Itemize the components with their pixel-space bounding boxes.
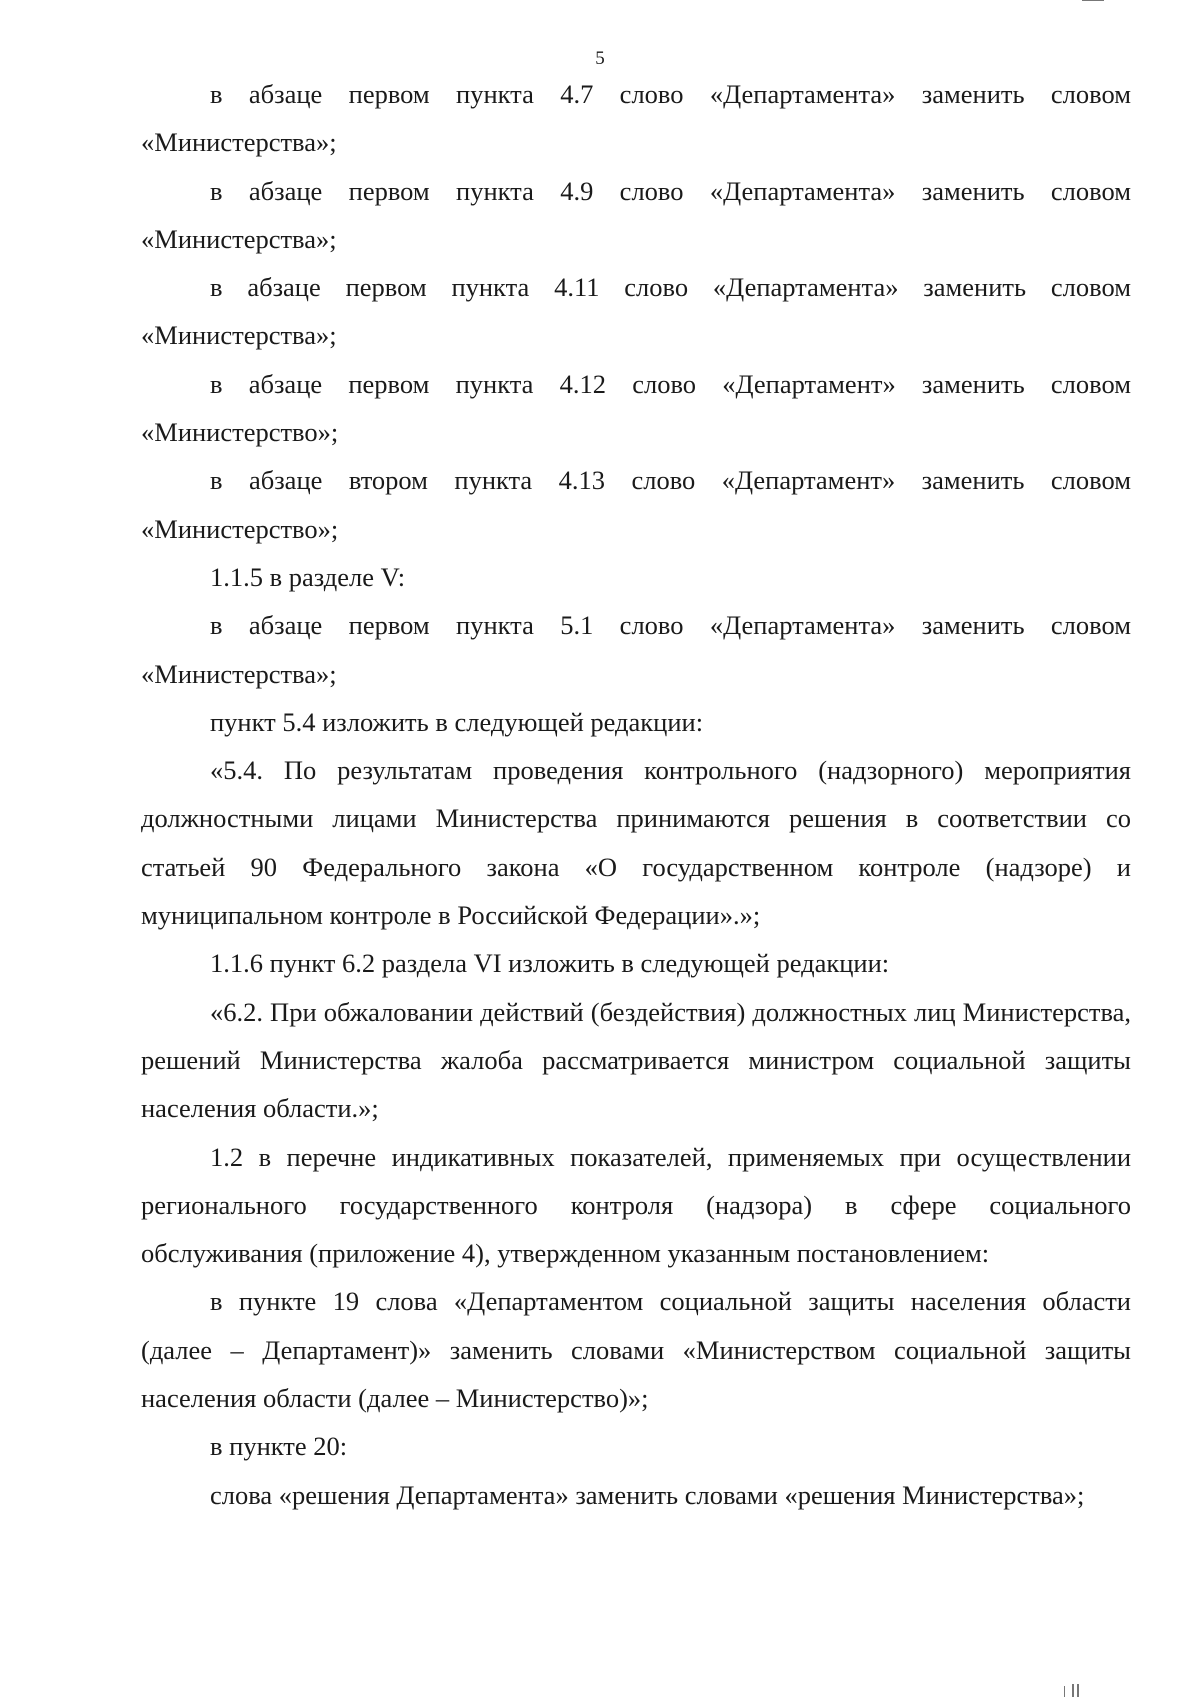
paragraph-item-19: в пункте 19 слова «Департаментом социальной защиты населения области (далее – Департамент)» заменить словами «Министерством социальной защиты населения области (далее – Министерство)»; (141, 1286, 1131, 1414)
page-number: 5 (595, 48, 605, 69)
paragraph-5-4-text: «5.4. По результатам проведения контрольного (надзорного) мероприятия должностными лицами Министерства принимаются решения в соответствии со статьей 90 Федерального закона «О государственном контроле (надзоре) и муниципальном контроле в Российской Федерации».»; (141, 755, 1131, 931)
paragraph-item-20-words: слова «решения Департамента» заменить словами «решения Министерства»; (210, 1479, 1085, 1510)
paragraph-4-12: в абзаце первом пункта 4.12 слово «Департамент» заменить словом «Министерство»; (141, 368, 1131, 448)
paragraph-4-13: в абзаце втором пункта 4.13 слово «Департамент» заменить словом «Министерство»; (141, 465, 1131, 544)
paragraph-6-2-text: «6.2. При обжаловании действий (бездействия) должностных лиц Министерства, решений Министерства жалоба рассматривается министром социальной защиты населения области.»; (141, 996, 1131, 1124)
paragraph-4-9: в абзаце первом пункта 4.9 слово «Департамента» заменить словом «Министерства»; (141, 175, 1131, 254)
scan-mark-bottom-right (1064, 1686, 1065, 1697)
paragraph-4-11: в абзаце первом пункта 4.11 слово «Департамента» заменить словом «Министерства»; (141, 272, 1131, 351)
paragraph-1-2: 1.2 в перечне индикативных показателей, применяемых при осуществлении регионального государственного контроля (надзора) в сфере социального обслуживания (приложение 4), утвержденном указанным постановлением: (141, 1141, 1131, 1269)
paragraph-4-7: в абзаце первом пункта 4.7 слово «Департамента» заменить словом «Министерства»; (141, 79, 1131, 158)
paragraph-1-1-6: 1.1.6 пункт 6.2 раздела VI изложить в следующей редакции: (210, 948, 890, 979)
paragraph-5-1: в абзаце первом пункта 5.1 слово «Департамента» заменить словом «Министерства»; (141, 610, 1131, 689)
document-body (141, 70, 1131, 1519)
scan-mark-bottom-right-2 (1072, 1684, 1074, 1697)
paragraph-1-1-5: 1.1.5 в разделе V: (210, 561, 406, 592)
scan-mark-top-right (1082, 0, 1104, 1)
paragraph-item-20: в пункте 20: (210, 1431, 348, 1462)
paragraph-5-4-intro: пункт 5.4 изложить в следующей редакции: (210, 706, 704, 737)
scan-mark-bottom-right-3 (1077, 1684, 1079, 1697)
